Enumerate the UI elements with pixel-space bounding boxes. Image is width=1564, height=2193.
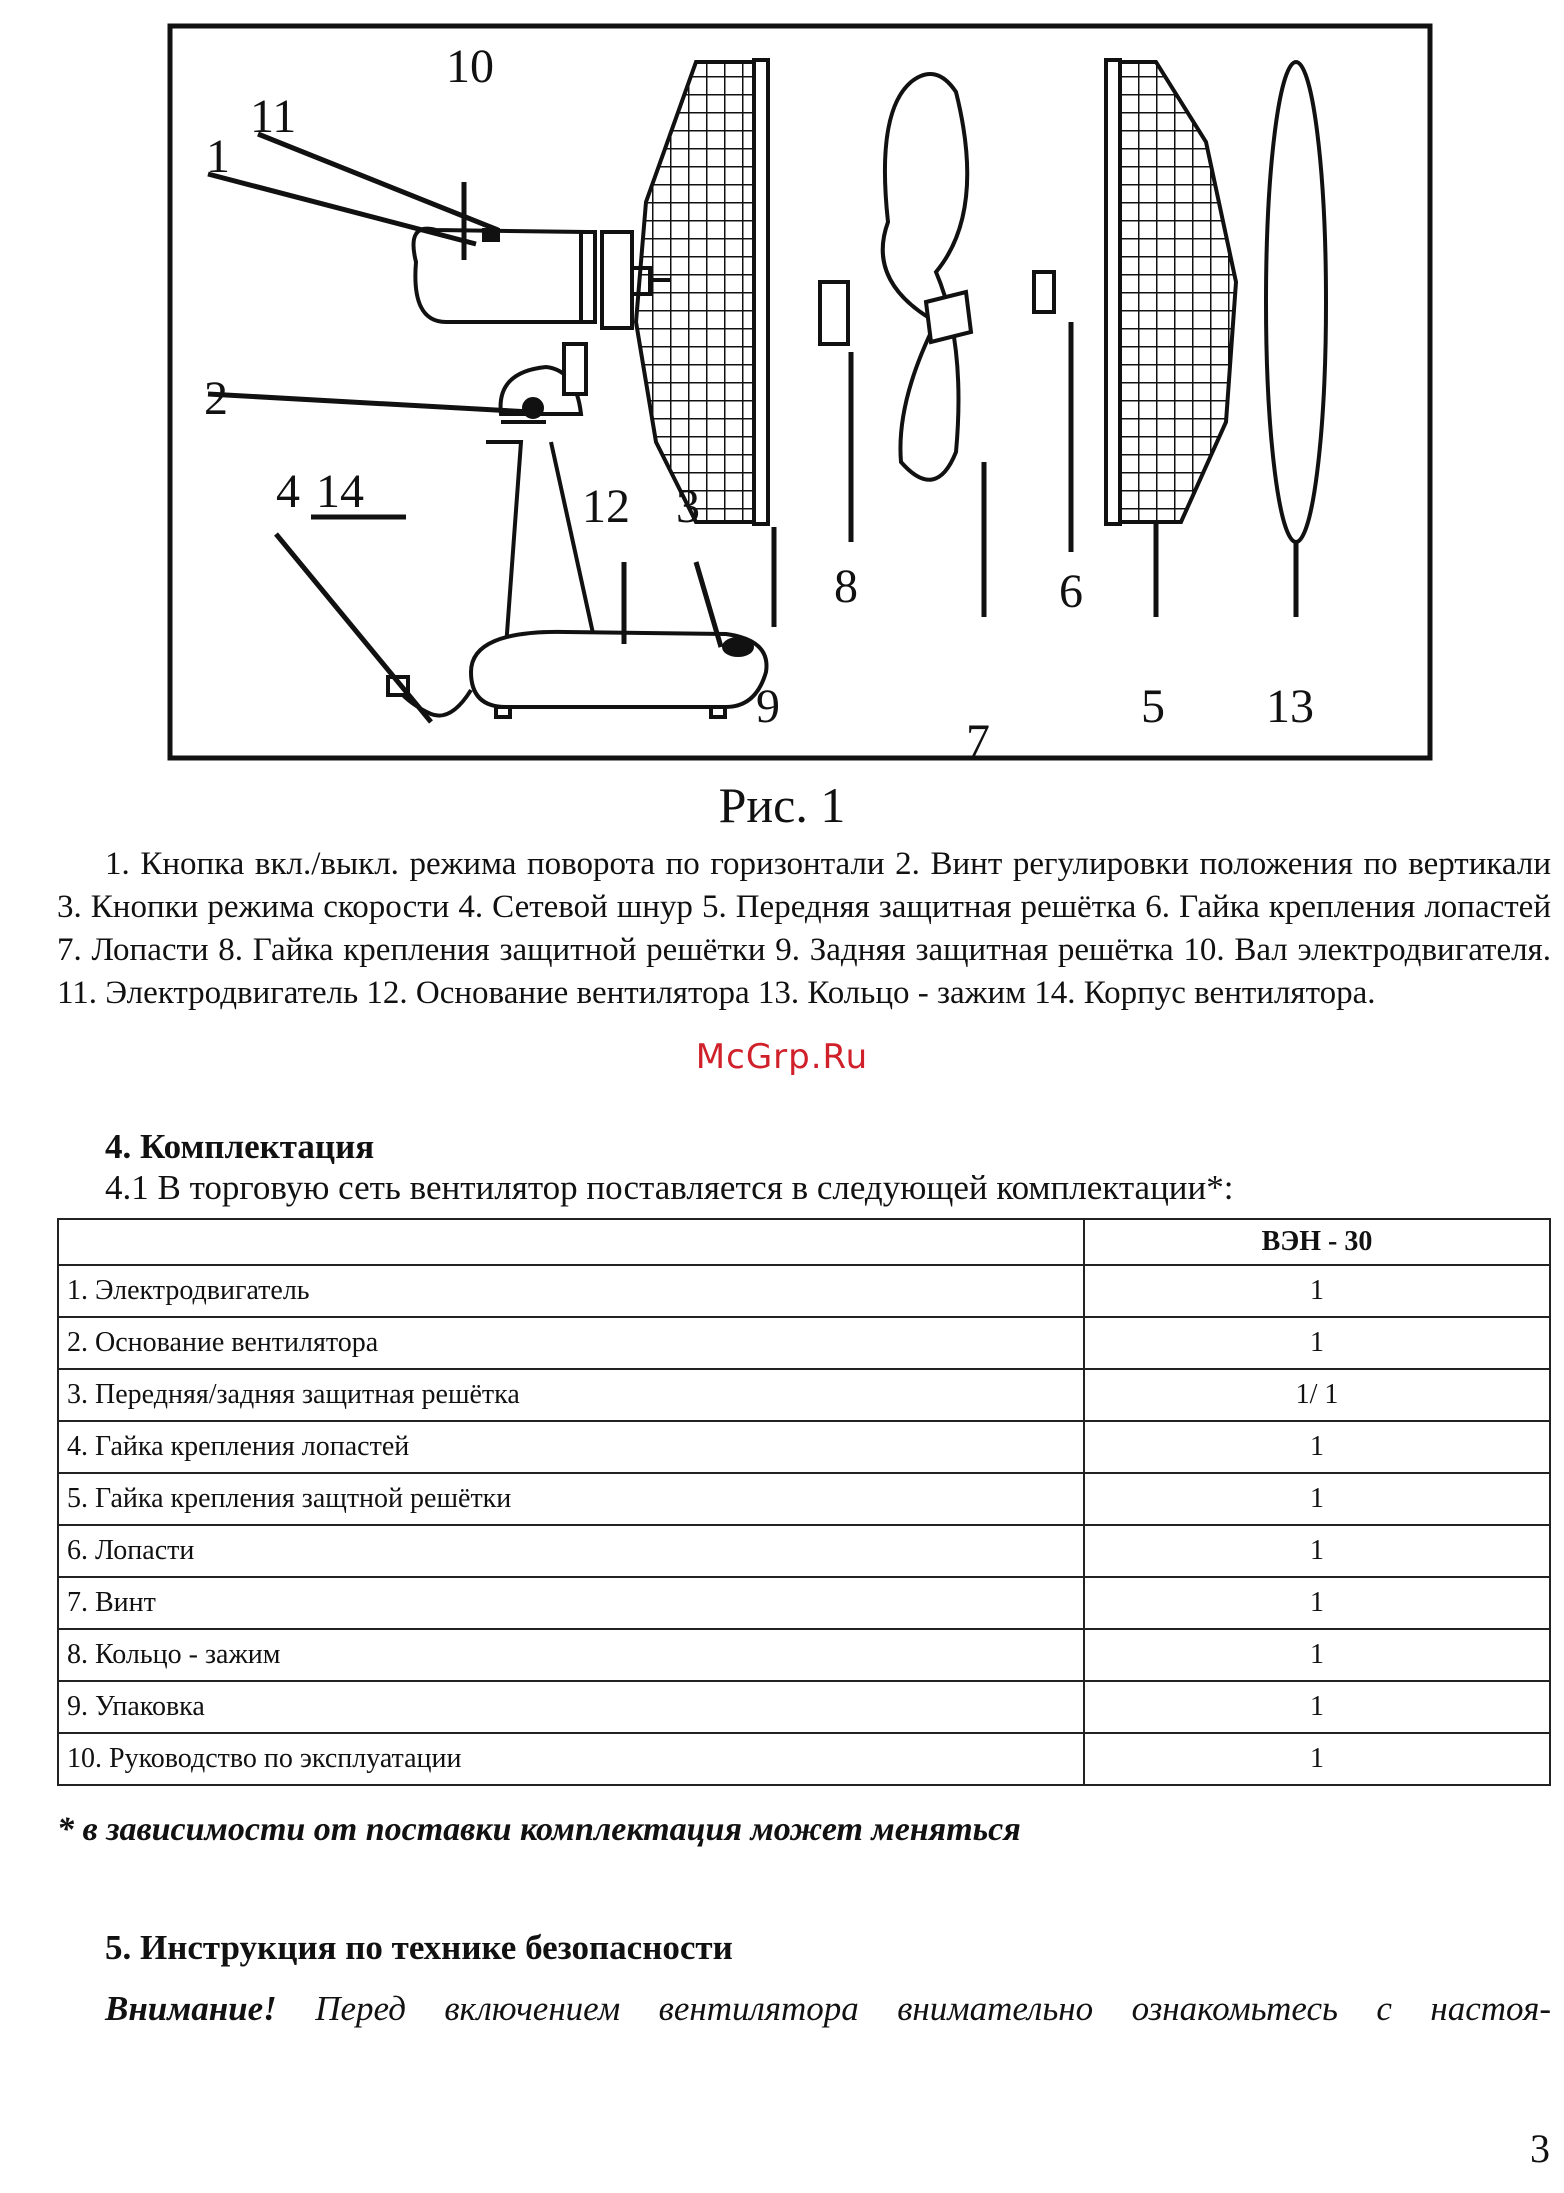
grille-nut: [820, 282, 848, 344]
label-14: 14: [316, 465, 364, 518]
qty-cell: 1: [1084, 1681, 1550, 1733]
table-row: [58, 1733, 1550, 1785]
item-cell: 3. Передняя/задняя защитная решётка: [58, 1369, 1084, 1421]
item-cell: 9. Упаковка: [58, 1681, 1084, 1733]
section-4-intro: 4.1 В торговую сеть вентилятор поставляется в следующей комплектации*:: [105, 1168, 1234, 1207]
table-row: [58, 1525, 1550, 1577]
label-2: 2: [204, 372, 228, 425]
label-6: 6: [1059, 565, 1083, 618]
safety-warning: [105, 1989, 1551, 2029]
item-cell: 5. Гайка крепления защтной решётки: [58, 1473, 1084, 1525]
label-1: 1: [206, 130, 230, 183]
qty-cell: 1: [1084, 1265, 1550, 1317]
qty-cell: 1: [1084, 1525, 1550, 1577]
fan-blades: [883, 74, 971, 480]
item-cell: 8. Кольцо - зажим: [58, 1629, 1084, 1681]
item-cell: 1. Электродвигатель: [58, 1265, 1084, 1317]
table-row: [58, 1421, 1550, 1473]
table-header-row: [58, 1219, 1550, 1265]
figure-legend: 1. Кнопка вкл./выкл. режима поворота по горизонтали 2. Винт регулировки положения по вертикали 3. Кнопки режима скорости 4. Сетевой шнур 5. Передняя защитная решётка 6. Гайка крепления лопастей 7. Лопасти 8. Гайка крепления защитной решётки 9. Задняя защитная решётка 10. Вал электродвигателя. 11. Электродвигатель 12. Основание вентилятора 13. Кольцо - зажим 14. Корпус вентилятора.: [57, 846, 1551, 1011]
label-4: 4: [276, 465, 300, 518]
label-11: 11: [250, 90, 297, 143]
watermark: McGrp.Ru: [695, 1037, 869, 1077]
rear-grille: [636, 60, 768, 524]
qty-cell: 1: [1084, 1577, 1550, 1629]
qty-cell: 1: [1084, 1629, 1550, 1681]
fan-body: [414, 229, 672, 647]
item-column-header: [58, 1219, 1084, 1265]
item-cell: 2. Основание вентилятора: [58, 1317, 1084, 1369]
qty-cell: 1: [1084, 1421, 1550, 1473]
qty-cell: 1: [1084, 1317, 1550, 1369]
table-row: [58, 1265, 1550, 1317]
kit-table: [57, 1218, 1551, 1786]
table-row: [58, 1629, 1550, 1681]
label-12: 12: [582, 480, 630, 533]
model-column-header: ВЭН - 30: [1084, 1219, 1550, 1265]
label-9: 9: [756, 680, 780, 733]
page-number: 3: [1530, 2126, 1550, 2171]
ring-clamp: [1266, 62, 1326, 542]
label-5: 5: [1141, 680, 1165, 733]
warning-lead: Внимание!: [105, 1989, 277, 2028]
qty-cell: 1: [1084, 1733, 1550, 1785]
figure-frame: [170, 26, 1430, 758]
item-cell: 10. Руководство по эксплуатации: [58, 1733, 1084, 1785]
qty-cell: 1: [1084, 1473, 1550, 1525]
item-cell: 6. Лопасти: [58, 1525, 1084, 1577]
warning-text: Перед включением вентилятора внимательно ознакомьтесь с настоя-: [276, 1989, 1551, 2028]
table-row: [58, 1369, 1550, 1421]
fan-exploded-diagram: [166, 22, 1434, 762]
item-cell: 4. Гайка крепления лопастей: [58, 1421, 1084, 1473]
blade-nut: [1034, 272, 1054, 312]
figure-caption: Рис. 1: [718, 777, 846, 833]
qty-cell: 1/ 1: [1084, 1369, 1550, 1421]
label-13: 13: [1266, 680, 1314, 733]
label-8: 8: [834, 560, 858, 613]
section-4-title: 4. Комплектация: [105, 1127, 375, 1166]
table-row: [58, 1473, 1550, 1525]
table-row: [58, 1681, 1550, 1733]
item-cell: 7. Винт: [58, 1577, 1084, 1629]
label-10: 10: [446, 40, 494, 93]
label-7: 7: [966, 715, 990, 762]
table-row: [58, 1317, 1550, 1369]
kit-footnote: * в зависимости от поставки комплектация может меняться: [57, 1811, 1021, 1848]
table-row: [58, 1577, 1550, 1629]
label-3: 3: [676, 480, 700, 533]
section-5-title: 5. Инструкция по технике безопасности: [105, 1928, 733, 1967]
front-grille: [1106, 60, 1236, 524]
